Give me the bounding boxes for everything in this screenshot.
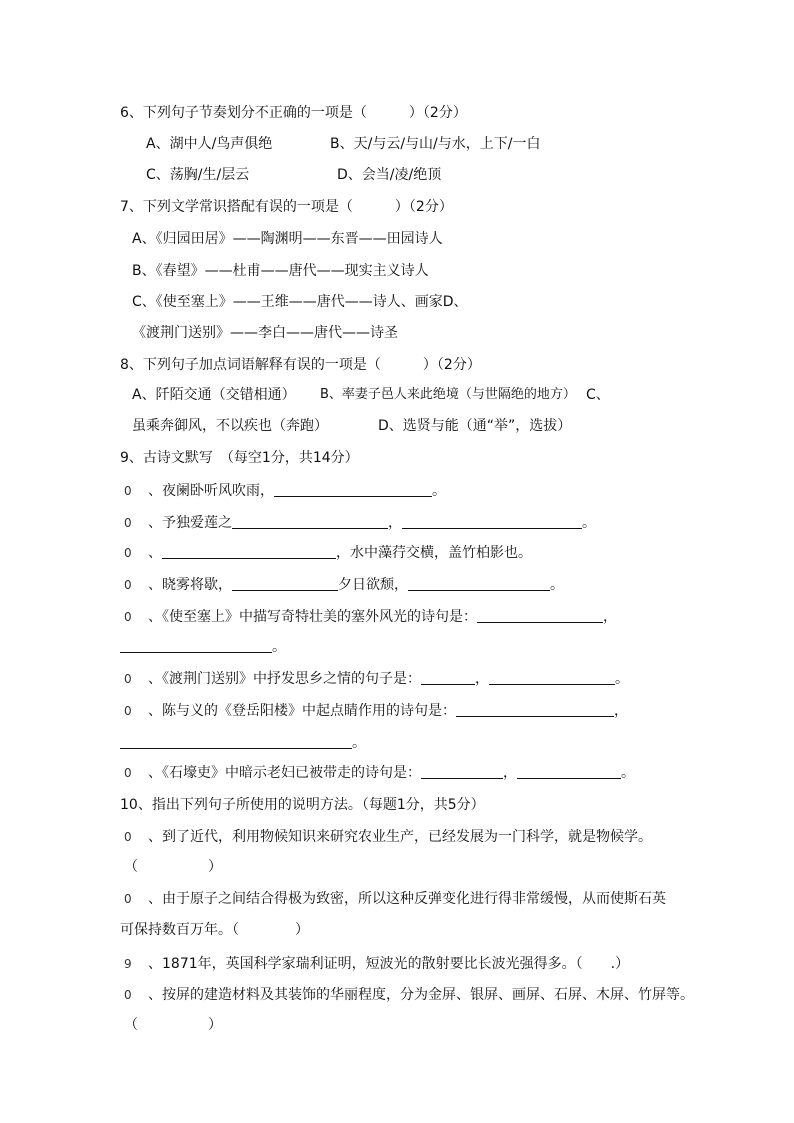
q6-option-c: C、荡胸/生/层云 [146, 167, 250, 183]
answer-blank[interactable] [517, 764, 621, 779]
answer-blank[interactable] [232, 576, 338, 591]
q7-stem: 7、下列文学常识搭配有误的一项是（ ）（2分） [120, 199, 453, 215]
q10-item-1: 0 、到了近代，利用物候知识来研究农业生产，已经发展为一门科学，就是物候学。 [124, 829, 652, 845]
item-marker: 0 [124, 988, 132, 1002]
q10-stem: 10、指出下列句子所使用的说明方法。（每题1分，共5分） [120, 797, 485, 813]
item-marker: 0 [124, 704, 132, 718]
q9-item-3: 0 、 ，水中藻荇交横，盖竹柏影也。 [124, 545, 532, 561]
item-marker: 0 [124, 610, 132, 624]
q9-item-5-continued: 。 [120, 638, 286, 656]
item-marker: 0 [124, 578, 132, 592]
answer-blank[interactable] [408, 576, 550, 591]
answer-blank[interactable] [421, 764, 503, 779]
q7-option-d: 《渡荆门送别》——李白——唐代——诗圣 [132, 325, 398, 341]
q6-option-d: D、会当/凌/绝顶 [337, 167, 442, 183]
answer-blank[interactable] [456, 702, 614, 717]
item-marker: 0 [124, 516, 132, 530]
answer-blank[interactable] [274, 482, 432, 497]
answer-blank[interactable] [162, 544, 336, 559]
q7-option-c: C、《使至塞上》——王维——唐代——诗人、画家D、 [132, 294, 468, 310]
answer-blank[interactable] [120, 734, 352, 749]
q9-item-1: 0 、夜阑卧听风吹雨， 。 [124, 483, 446, 499]
q8-option-c: 虽乘奔御风，不以疾也（奔跑） [132, 418, 328, 434]
item-marker: 9 [124, 957, 132, 971]
item-marker: 0 [124, 766, 132, 780]
q8-option-b: B、率妻子邑人来此绝境（与世隔绝的地方） [320, 387, 576, 402]
answer-blank[interactable] [402, 514, 582, 529]
q10-item-3: 9 、1871年，英国科学家瑞利证明，短波光的散射要比长波光强得多。（ .） [124, 956, 630, 972]
q9-item-6: 0 、《渡荆门送别》中抒发思乡之情的句子是： ， 。 [124, 671, 629, 687]
q9-stem: 9、古诗文默写 （每空1分，共14分） [120, 450, 359, 466]
q9-item-7: 0 、陈与义的《登岳阳楼》中起点睛作用的诗句是： ， [124, 703, 628, 719]
q9-item-7-continued: 。 [120, 734, 366, 752]
q8-option-c-start: C、 [586, 387, 610, 403]
q8-option-a: A、阡陌交通（交错相通） [132, 387, 296, 403]
answer-blank[interactable] [489, 670, 615, 685]
q10-item-1-answer[interactable]: （ ） [124, 859, 222, 875]
answer-blank[interactable] [421, 670, 475, 685]
q10-item-4: 0 、按屏的建造材料及其装饰的华丽程度，分为金屏、银屏、画屏、石屏、木屏、竹屏等。 [124, 987, 694, 1003]
q9-item-2: 0 、予独爱莲之 ， 。 [124, 515, 596, 531]
item-marker: 0 [124, 892, 132, 906]
answer-blank[interactable] [120, 638, 272, 653]
q8-option-d: D、选贤与能（通“举”，选拔） [378, 418, 572, 434]
q7-option-a: A、《归园田居》——陶渊明——东晋——田园诗人 [132, 231, 443, 247]
item-marker: 0 [124, 484, 132, 498]
q9-item-4: 0 、晓雾将歇， 夕日欲颓， 。 [124, 577, 564, 593]
q10-item-4-answer[interactable]: （ ） [124, 1017, 222, 1033]
item-marker: 0 [124, 830, 132, 844]
q10-item-2: 0 、由于原子之间结合得极为致密，所以这种反弹变化进行得非常缓慢，从而使斯石英 [124, 891, 666, 907]
item-marker: 0 [124, 546, 132, 560]
q8-stem: 8、下列句子加点词语解释有误的一项是（ ）（2分） [120, 357, 481, 373]
q10-item-2-continued: 可保持数百万年。（ ） [120, 922, 309, 938]
q9-item-5: 0 、《使至塞上》中描写奇特壮美的塞外风光的诗句是： ， [124, 609, 617, 625]
q6-option-b: B、天/与云/与山/与水，上下/一白 [330, 136, 541, 152]
q6-option-a: A、湖中人/鸟声俱绝 [146, 136, 273, 152]
answer-blank[interactable] [477, 608, 603, 623]
item-marker: 0 [124, 672, 132, 686]
answer-blank[interactable] [232, 514, 388, 529]
q7-option-b: B、《春望》——杜甫——唐代——现实主义诗人 [132, 263, 429, 279]
q9-item-8: 0 、《石壕吏》中暗示老妇已被带走的诗句是： ， 。 [124, 765, 635, 781]
q6-stem: 6、下列句子节奏划分不正确的一项是（ ）（2分） [120, 105, 467, 121]
